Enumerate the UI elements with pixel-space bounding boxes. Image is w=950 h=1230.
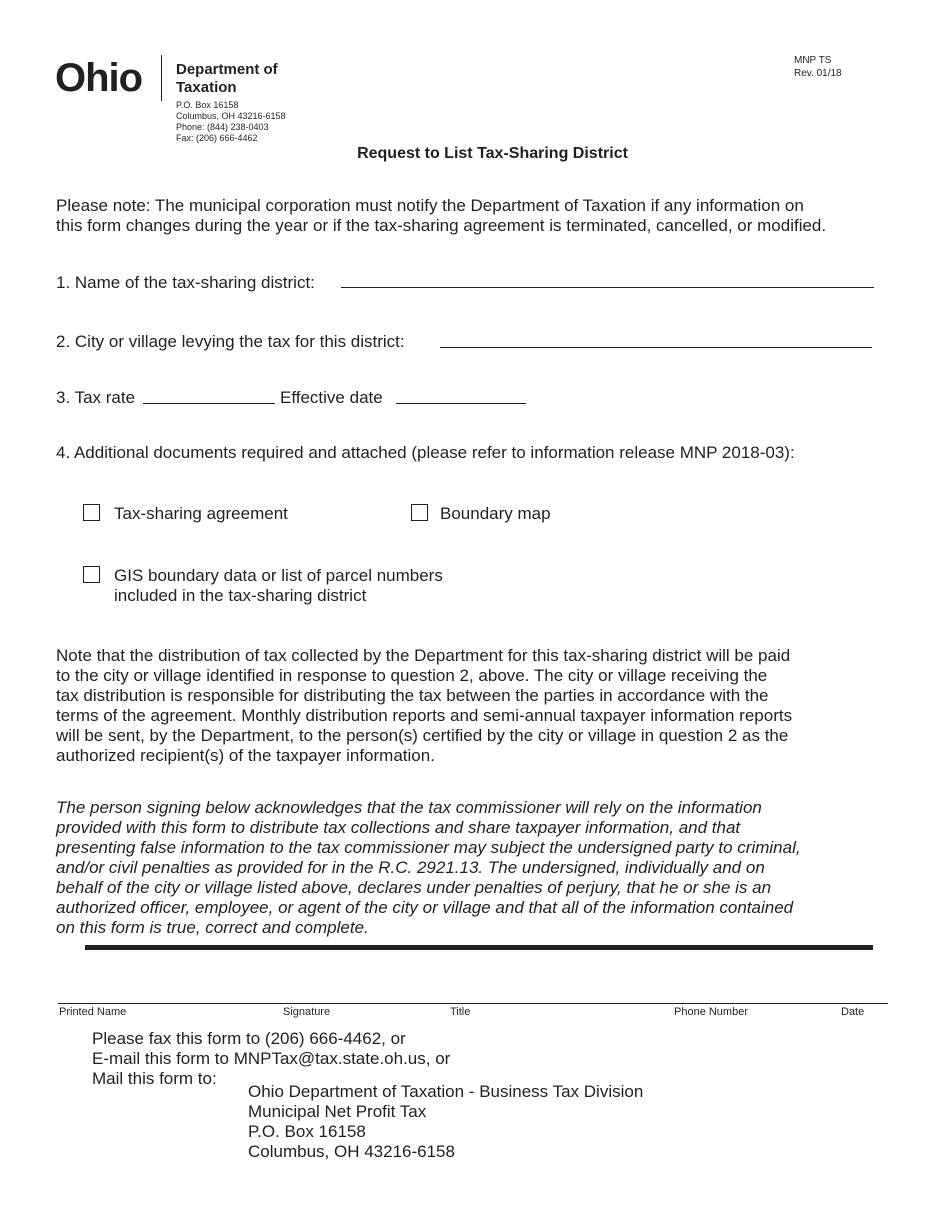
printed-name-label: Printed Name [59, 1006, 127, 1018]
boundary-map-label: Boundary map [440, 504, 551, 523]
gis-boundary-label [114, 566, 443, 606]
question-2-label: 2. City or village levying the tax for this district: [56, 332, 405, 351]
mailing-address [248, 1082, 643, 1162]
distribution-line: authorized recipient(s) of the taxpayer information. [56, 746, 435, 765]
title-label: Title [450, 1006, 471, 1018]
gis-boundary-checkbox[interactable] [83, 566, 100, 583]
address-line: Phone: (844) 238-0403 [176, 122, 269, 132]
signature-line[interactable] [58, 1003, 888, 1004]
mailing-address-line: Municipal Net Profit Tax [248, 1102, 427, 1121]
distribution-note [56, 646, 792, 766]
tax-sharing-agreement-checkbox[interactable] [83, 504, 100, 521]
intro-line: this form changes during the year or if the tax-sharing agreement is terminated, cancelled, or modified. [56, 216, 827, 235]
mail-instructions: Mail this form to: [92, 1069, 217, 1088]
question-1-label: 1. Name of the tax-sharing district: [56, 273, 315, 292]
department-line-1: Department of [176, 61, 278, 78]
distribution-line: Note that the distribution of tax collected by the Department for this tax-sharing district will be paid [56, 646, 791, 665]
acknowledgment-line: presenting false information to the tax commissioner may subject the undersigned party to criminal, [56, 838, 801, 857]
form-title: Request to List Tax-Sharing District [357, 145, 628, 162]
gis-label-line: included in the tax-sharing district [114, 586, 367, 605]
mailing-address-line: P.O. Box 16158 [248, 1122, 366, 1141]
ohio-logo: Ohio [55, 56, 143, 100]
distribution-line: tax distribution is responsible for distributing the tax between the parties in accordance with the [56, 686, 769, 705]
section-divider [85, 945, 873, 950]
effective-date-label: Effective date [280, 388, 383, 407]
phone-number-label: Phone Number [674, 1006, 748, 1018]
question-3-rate-label: 3. Tax rate [56, 388, 136, 407]
department-line-2: Taxation [176, 79, 237, 96]
acknowledgment-line: behalf of the city or village listed above, declares under penalties of perjury, that he or she is an [56, 878, 772, 897]
intro-line: Please note: The municipal corporation must notify the Department of Taxation if any information on [56, 196, 804, 215]
district-name-field[interactable] [341, 287, 874, 288]
distribution-line: to the city or village identified in response to question 2, above. The city or village receiving the [56, 666, 768, 685]
intro-note [56, 196, 826, 236]
mailing-address-line: Columbus, OH 43216-6158 [248, 1142, 455, 1161]
effective-date-field[interactable] [396, 403, 526, 404]
form-revision: Rev. 01/18 [794, 68, 842, 79]
distribution-line: terms of the agreement. Monthly distribution reports and semi-annual taxpayer information reports [56, 706, 793, 725]
acknowledgment-line: The person signing below acknowledges that the tax commissioner will rely on the information [56, 798, 762, 817]
mailing-address-line: Ohio Department of Taxation - Business Tax Division [248, 1082, 644, 1101]
acknowledgment-line: authorized officer, employee, or agent of the city or village and that all of the information contained [56, 898, 794, 917]
fax-instructions: Please fax this form to (206) 666-4462, or [92, 1029, 406, 1048]
address-line: Columbus, OH 43216-6158 [176, 111, 286, 121]
levying-city-field[interactable] [440, 347, 872, 348]
signature-label: Signature [283, 1006, 331, 1018]
acknowledgment-statement [56, 798, 801, 938]
acknowledgment-line: on this form is true, correct and complete. [56, 918, 369, 937]
date-label: Date [841, 1006, 865, 1018]
department-address [176, 100, 286, 144]
tax-rate-field[interactable] [143, 403, 275, 404]
distribution-line: will be sent, by the Department, to the person(s) certified by the city or village in question 2 as the [56, 726, 789, 745]
acknowledgment-line: and/or civil penalties as provided for in the R.C. 2921.13. The undersigned, individually and on [56, 858, 765, 877]
address-line: Fax: (206) 666-4462 [176, 133, 258, 143]
boundary-map-checkbox[interactable] [411, 504, 428, 521]
gis-label-line: GIS boundary data or list of parcel numbers [114, 566, 443, 585]
form-id [794, 54, 842, 80]
tax-sharing-agreement-label: Tax-sharing agreement [114, 504, 288, 523]
acknowledgment-line: provided with this form to distribute tax collections and share taxpayer information, and that [56, 818, 741, 837]
logo-divider [161, 55, 162, 101]
question-4-label: 4. Additional documents required and attached (please refer to information release MNP 2018-03): [56, 443, 795, 462]
address-line: P.O. Box 16158 [176, 100, 239, 110]
email-instructions: E-mail this form to MNPTax@tax.state.oh.us, or [92, 1049, 451, 1068]
department-name [176, 61, 278, 97]
form-code: MNP TS [794, 55, 832, 66]
